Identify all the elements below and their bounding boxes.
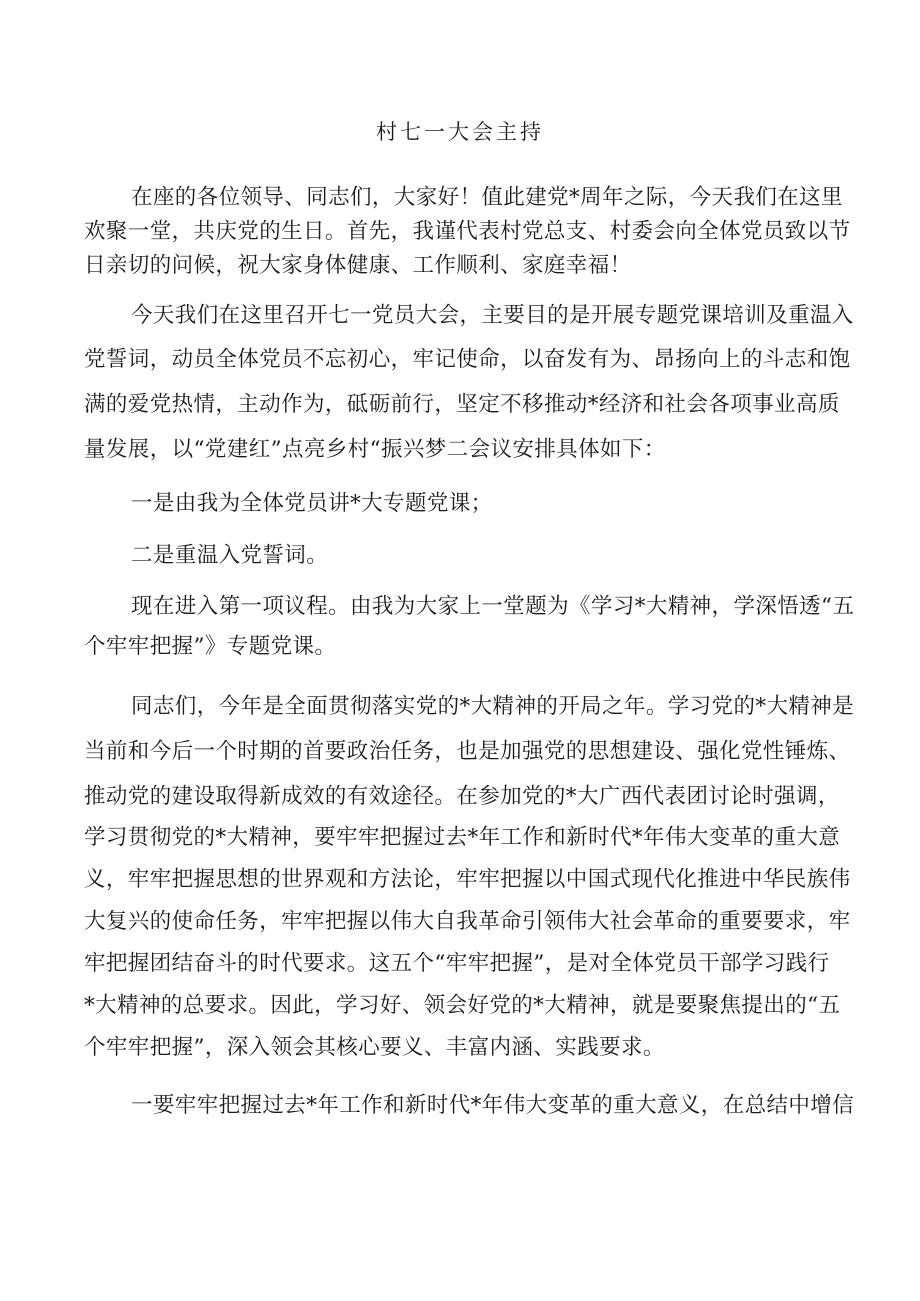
text-line: 今天我们在这里召开七一党员大会，主要目的是开展专题党课培训及重温入: [131, 303, 854, 328]
text-line: 推动党的建设取得新成效的有效途径。在参加党的*大广西代表团讨论时强调，: [84, 784, 840, 809]
text-line: 一是由我为全体党员讲*大专题党课；: [131, 491, 493, 516]
text-line: 义，牢牢把握思想的世界观和方法论，牢牢把握以中国式现代化推进中华民族伟: [84, 867, 851, 892]
text-line: 二是重温入党誓词。: [131, 543, 329, 568]
text-line: *大精神的总要求。因此，学习好、领会好党的*大精神，就是要聚焦提出的“五: [84, 993, 841, 1018]
text-line: 现在进入第一项议程。由我为大家上一堂题为《学习*大精神，学深悟透“五: [131, 594, 855, 619]
text-line: 一要牢牢把握过去*年工作和新时代*年伟大变革的重大意义，在总结中增信: [131, 1093, 855, 1118]
text-line: 量发展，以“党建红”点亮乡村“振兴梦二会议安排具体如下：: [84, 437, 666, 462]
text-line: 大复兴的使命任务，牢牢把握以伟大自我革命引领伟大社会革命的重要要求，牢: [84, 909, 851, 934]
text-line: 个牢牢把握”，深入领会其核心要义、丰富内涵、实践要求。: [84, 1035, 665, 1060]
text-line: 日亲切的问候，祝大家身体健康、工作顺利、家庭幸福！: [84, 253, 632, 278]
document-title: 村七一大会主持: [376, 120, 544, 144]
text-line: 当前和今后一个时期的首要政治任务，也是加强党的思想建设、强化党性锤炼、: [84, 739, 851, 764]
text-line: 牢把握团结奋斗的时代要求。这五个“牢牢把握”，是对全体党员干部学习践行: [84, 951, 830, 976]
text-line: 同志们，今年是全面贯彻落实党的*大精神的开局之年。学习党的*大精神是: [131, 694, 855, 719]
text-line: 学习贯彻党的*大精神，要牢牢把握过去*年工作和新时代*年伟大变革的重大意: [84, 825, 841, 850]
text-line: 个牢牢把握”》专题党课。: [84, 634, 337, 659]
text-line: 满的爱党热情，主动作为，砥砺前行，坚定不移推动*经济和社会各项事业高质: [84, 392, 840, 417]
text-line: 欢聚一堂，共庆党的生日。首先，我谨代表村党总支、村委会向全体党员致以节: [84, 219, 851, 244]
text-line: 党誓词，动员全体党员不忘初心，牢记使命，以奋发有为、昂扬向上的斗志和饱: [84, 347, 851, 372]
text-line: 在座的各位领导、同志们，大家好！值此建党*周年之际，今天我们在这里: [131, 185, 843, 210]
